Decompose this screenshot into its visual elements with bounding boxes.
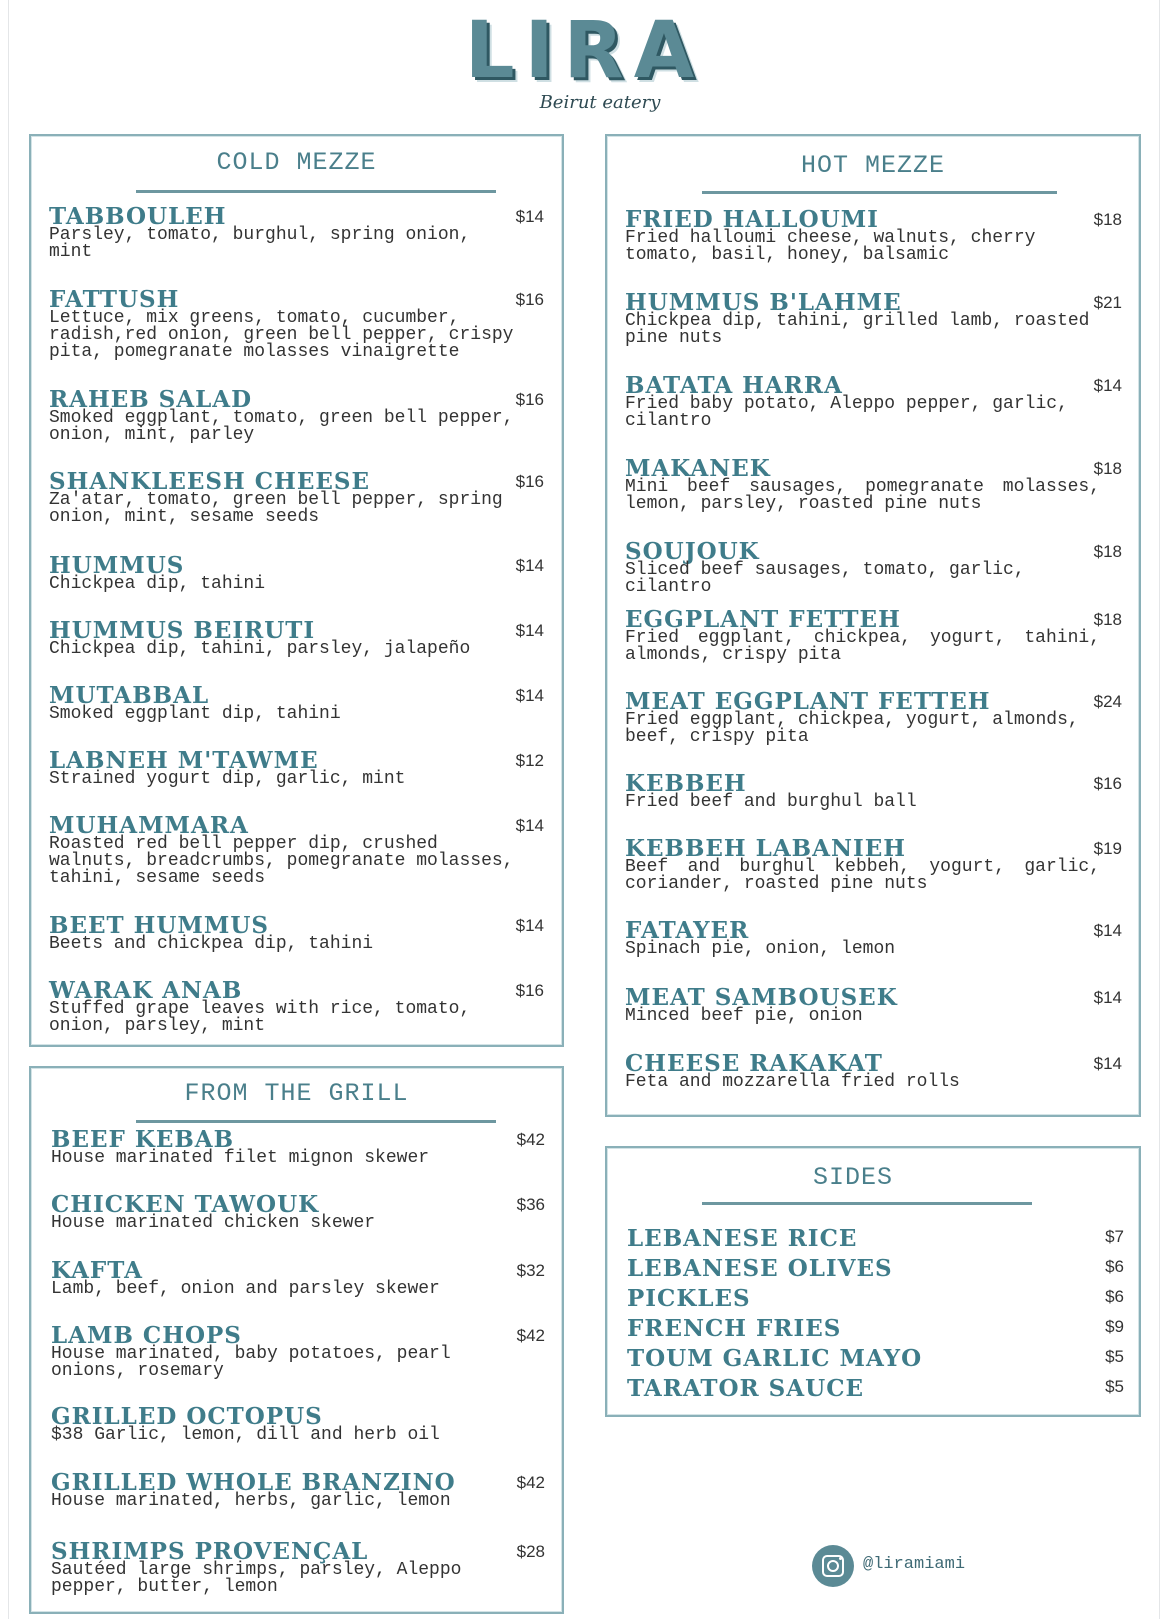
section-divider — [702, 1202, 1032, 1205]
menu-item — [625, 690, 1122, 746]
item-name: GRILLED WHOLE BRANZINO — [51, 1469, 456, 1496]
side-name: LEBANESE RICE — [627, 1225, 858, 1252]
side-name: TARATOR SAUCE — [627, 1375, 865, 1402]
item-name: FATTUSH — [49, 286, 180, 313]
item-price: $16 — [515, 472, 544, 491]
item-description: Beets and chickpea dip, tahini — [49, 934, 374, 954]
section-title: COLD MEZZE — [216, 148, 377, 177]
item-name: CHICKEN TAWOUK — [51, 1191, 320, 1218]
item-price: $19 — [1093, 839, 1122, 858]
item-name: MEAT SAMBOUSEK — [625, 984, 898, 1011]
item-price: $28 — [516, 1542, 545, 1561]
item-description: House marinated, baby potatoes, pearl onions, rosemary — [51, 1344, 451, 1381]
item-price: $36 — [516, 1195, 545, 1214]
item-price: $24 — [1093, 692, 1122, 711]
item-description: Chickpea dip, tahini — [49, 574, 266, 594]
side-price: $6 — [1105, 1257, 1124, 1276]
item-description: Sautéed large shrimps, parsley, Aleppo pepper, butter, lemon — [51, 1560, 462, 1597]
item-description: Smoked eggplant, tomato, green bell pepper, onion, mint, parley — [49, 408, 514, 445]
item-price: $18 — [1093, 459, 1122, 478]
item-price: $14 — [1093, 1054, 1122, 1073]
menu-item — [625, 1052, 1122, 1091]
side-name: FRENCH FRIES — [627, 1315, 842, 1342]
tagline: Beirut eatery — [539, 92, 661, 113]
menu-item — [51, 1128, 545, 1167]
item-description: Spinach pie, onion, lemon — [625, 939, 896, 959]
item-price: $14 — [515, 207, 544, 226]
item-price: $18 — [1093, 210, 1122, 229]
menu-item — [625, 540, 1122, 596]
item-name: FRIED HALLOUMI — [625, 206, 879, 233]
item-name: SHANKLEESH CHEESE — [49, 468, 371, 495]
menu-item — [625, 208, 1122, 264]
item-description: Roasted red bell pepper dip, crushed walnuts, breadcrumbs, pomegranate molasses, tahini, sesame seeds — [49, 834, 514, 888]
section-title: HOT MEZZE — [800, 151, 946, 180]
item-description: Lamb, beef, onion and parsley skewer — [51, 1279, 440, 1299]
item-description: House marinated chicken skewer — [51, 1213, 376, 1233]
menu-item — [49, 619, 544, 658]
item-name: WARAK ANAB — [49, 977, 243, 1004]
item-description: Mini beef sausages, pomegranate molasses, lemon, parsley, roasted pine nuts — [625, 477, 1100, 514]
menu-item — [51, 1405, 545, 1444]
menu-item — [49, 470, 544, 526]
item-name: HUMMUS B'LAHME — [625, 289, 902, 316]
item-description: Lettuce, mix greens, tomato, cucumber, radish,red onion, green bell pepper, crispy pita, pomegranate molasses vinaigrette — [49, 308, 514, 362]
side-item — [627, 1225, 1124, 1252]
menu-item — [625, 772, 1122, 811]
item-description: Strained yogurt dip, garlic, mint — [49, 769, 406, 789]
section-title: FROM THE GRILL — [184, 1079, 409, 1108]
item-description: House marinated, herbs, garlic, lemon — [51, 1491, 451, 1511]
menu-item — [49, 684, 544, 723]
item-price: $32 — [516, 1261, 545, 1280]
menu-item — [49, 979, 544, 1035]
logo: LIRA — [464, 6, 705, 96]
side-item — [627, 1285, 1124, 1312]
item-description: Sliced beef sausages, tomato, garlic, cilantro — [625, 560, 1025, 597]
item-description: Feta and mozzarella fried rolls — [625, 1072, 960, 1092]
item-description: House marinated filet mignon skewer — [51, 1148, 430, 1168]
menu-item — [625, 291, 1122, 347]
side-name: TOUM GARLIC MAYO — [627, 1345, 923, 1372]
item-description: Za'atar, tomato, green bell pepper, spring onion, mint, sesame seeds — [49, 490, 503, 527]
item-price: $42 — [516, 1130, 545, 1149]
item-name: RAHEB SALAD — [49, 386, 253, 413]
menu-item — [49, 205, 544, 261]
item-price: $14 — [1093, 988, 1122, 1007]
side-price: $6 — [1105, 1287, 1124, 1306]
side-item — [627, 1345, 1124, 1372]
item-description: Parsley, tomato, burghul, spring onion, mint — [49, 225, 471, 262]
section-divider — [136, 190, 496, 193]
item-name: SOUJOUK — [625, 538, 760, 565]
item-description: Beef and burghul kebbeh, yogurt, garlic, coriander, roasted pine nuts — [625, 857, 1100, 894]
item-price: $18 — [1093, 542, 1122, 561]
item-price: $14 — [515, 556, 544, 575]
item-name: KAFTA — [51, 1257, 143, 1284]
menu-item — [49, 914, 544, 953]
side-price: $5 — [1105, 1377, 1124, 1396]
item-price: $18 — [1093, 610, 1122, 629]
item-price: $16 — [515, 390, 544, 409]
item-price: $42 — [516, 1326, 545, 1345]
menu-item — [49, 288, 544, 361]
item-price: $14 — [515, 816, 544, 835]
item-description: Fried baby potato, Aleppo pepper, garlic, cilantro — [625, 394, 1068, 431]
item-name: MAKANEK — [625, 455, 771, 482]
menu-item — [625, 919, 1122, 958]
item-description: Smoked eggplant dip, tahini — [49, 704, 341, 724]
instagram-handle[interactable]: @liramiami — [863, 1555, 966, 1574]
item-name: HUMMUS BEIRUTI — [49, 617, 316, 644]
item-description: Chickpea dip, tahini, parsley, jalapeño — [49, 639, 471, 659]
item-price: $14 — [515, 686, 544, 705]
item-name: MUHAMMARA — [49, 812, 249, 839]
menu-item — [51, 1471, 545, 1510]
menu-item — [51, 1324, 545, 1380]
instagram-icon[interactable] — [812, 1545, 854, 1587]
item-name: CHEESE RAKAKAT — [625, 1050, 883, 1077]
menu-item — [625, 986, 1122, 1025]
item-description: Fried halloumi cheese, walnuts, cherry tomato, basil, honey, balsamic — [625, 228, 1036, 265]
item-name: LAMB CHOPS — [51, 1322, 242, 1349]
menu-item — [625, 374, 1122, 430]
section-title: SIDES — [812, 1163, 893, 1192]
item-price: $16 — [515, 981, 544, 1000]
section-divider — [136, 1120, 496, 1123]
side-price: $9 — [1105, 1317, 1124, 1336]
side-price: $5 — [1105, 1347, 1124, 1366]
item-name: MUTABBAL — [49, 682, 210, 709]
menu-item — [49, 814, 544, 887]
item-name: FATAYER — [625, 917, 750, 944]
item-name: GRILLED OCTOPUS — [51, 1403, 323, 1430]
menu-item — [51, 1259, 545, 1298]
item-name: HUMMUS — [49, 552, 185, 579]
item-price: $14 — [1093, 921, 1122, 940]
menu-item — [49, 554, 544, 593]
menu-item — [625, 837, 1122, 893]
item-name: SHRIMPS PROVENÇAL — [51, 1538, 369, 1565]
item-name: KEBBEH LABANIEH — [625, 835, 907, 862]
menu-item — [51, 1193, 545, 1232]
item-price: $14 — [1093, 376, 1122, 395]
section-divider — [702, 191, 1057, 194]
side-name: LEBANESE OLIVES — [627, 1255, 893, 1282]
menu-item — [625, 608, 1122, 664]
item-description: Chickpea dip, tahini, grilled lamb, roasted pine nuts — [625, 311, 1090, 348]
item-name: TABBOULEH — [49, 203, 227, 230]
side-item — [627, 1255, 1124, 1282]
item-name: MEAT EGGPLANT FETTEH — [625, 688, 991, 715]
item-name: BATATA HARRA — [625, 372, 843, 399]
item-description: Fried eggplant, chickpea, yogurt, almonds, beef, crispy pita — [625, 710, 1079, 747]
item-name: KEBBEH — [625, 770, 747, 797]
item-description: Minced beef pie, onion — [625, 1006, 863, 1026]
item-name: LABNEH M'TAWME — [49, 747, 319, 774]
item-description: $38 Garlic, lemon, dill and herb oil — [51, 1425, 440, 1445]
side-item — [627, 1315, 1124, 1342]
item-price: $14 — [515, 916, 544, 935]
item-name: BEET HUMMUS — [49, 912, 269, 939]
menu-item — [51, 1540, 545, 1596]
side-name: PICKLES — [627, 1285, 751, 1312]
item-price: $16 — [515, 290, 544, 309]
side-item — [627, 1375, 1124, 1402]
item-price: $14 — [515, 621, 544, 640]
item-price: $16 — [1093, 774, 1122, 793]
item-description: Fried eggplant, chickpea, yogurt, tahini, almonds, crispy pita — [625, 628, 1100, 665]
menu-item — [49, 388, 544, 444]
item-name: BEEF KEBAB — [51, 1126, 235, 1153]
item-name: EGGPLANT FETTEH — [625, 606, 901, 633]
menu-item — [49, 749, 544, 788]
item-price: $12 — [515, 751, 544, 770]
item-description: Fried beef and burghul ball — [625, 792, 917, 812]
item-description: Stuffed grape leaves with rice, tomato, onion, parsley, mint — [49, 999, 471, 1036]
side-price: $7 — [1105, 1227, 1124, 1246]
item-price: $42 — [516, 1473, 545, 1492]
item-price: $21 — [1093, 293, 1122, 312]
menu-item — [625, 457, 1122, 513]
